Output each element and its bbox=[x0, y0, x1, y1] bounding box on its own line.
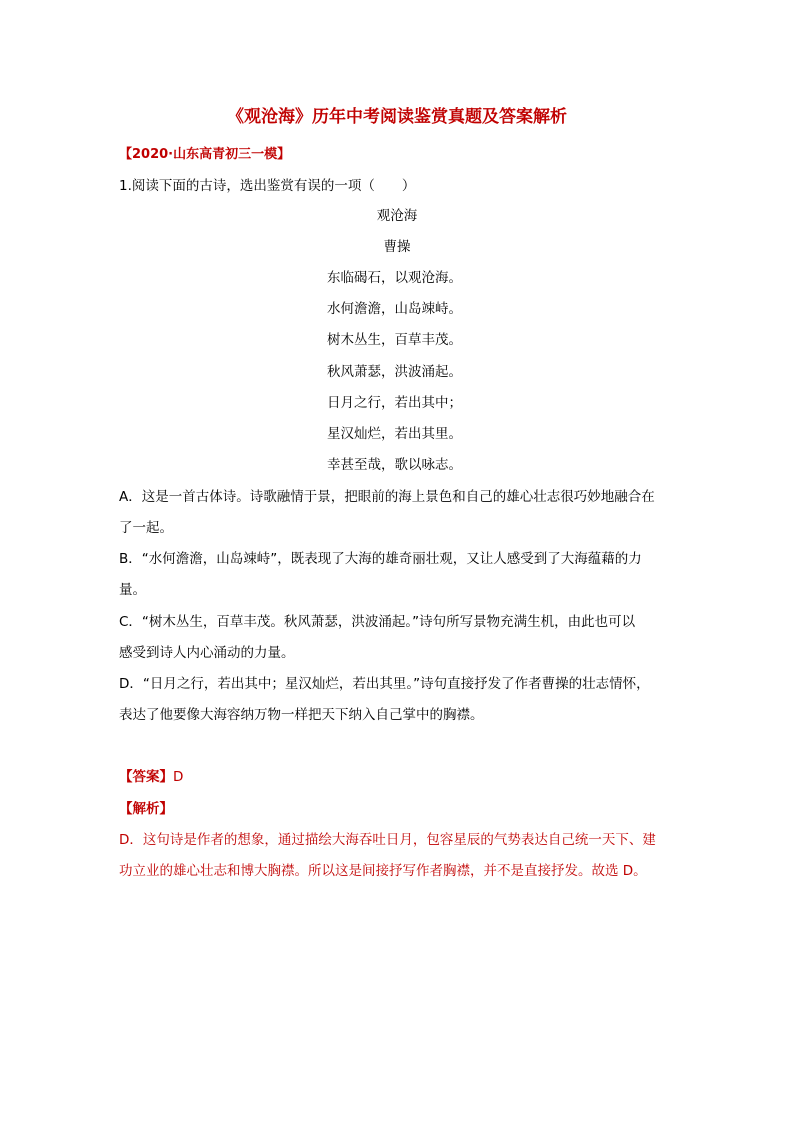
option-a-line2: 了一起。 bbox=[119, 520, 173, 536]
answer-row bbox=[119, 767, 183, 787]
analysis-line2: 功立业的雄心壮志和博大胸襟。所以这是间接抒写作者胸襟，并不是直接抒发。故选 D。 bbox=[119, 863, 647, 879]
option-c-line2: 感受到诗人内心涌动的力量。 bbox=[119, 645, 295, 661]
option-c-line1: C．“树木丛生，百草丰茂。秋风萧瑟，洪波涌起。”诗句所写景物充满生机，由此也可以 bbox=[119, 614, 636, 630]
answer-value: D bbox=[173, 769, 184, 785]
poem-author: 曹操 bbox=[383, 239, 411, 255]
poem-line: 东临碣石，以观沧海。 bbox=[327, 270, 462, 286]
option-d-line2: 表达了他要像大海容纳万物一样把天下纳入自己掌中的胸襟。 bbox=[119, 707, 484, 723]
analysis-line1: D．这句诗是作者的想象，通过描绘大海吞吐日月，包容星辰的气势表达自己统一天下、建 bbox=[119, 832, 656, 848]
poem-line: 水何澹澹，山岛竦峙。 bbox=[327, 301, 462, 317]
poem-line: 幸甚至哉，歌以咏志。 bbox=[327, 457, 462, 473]
option-b-line1: B．“水何澹澹，山岛竦峙”，既表现了大海的雄奇丽壮观，又让人感受到了大海蕴藉的力 bbox=[119, 551, 642, 567]
poem-title: 观沧海 bbox=[376, 208, 418, 224]
exam-source: 【2020·山东高青初三一模】 bbox=[119, 147, 291, 162]
poem-line: 树木丛生，百草丰茂。 bbox=[327, 332, 462, 348]
option-a-line1: A．这是一首古体诗。诗歌融情于景，把眼前的海上景色和自己的雄心壮志很巧妙地融合在 bbox=[119, 489, 655, 505]
poem-line: 日月之行，若出其中； bbox=[327, 395, 462, 411]
option-b-line2: 量。 bbox=[119, 582, 146, 598]
analysis-label: 【解析】 bbox=[119, 801, 173, 817]
poem-line: 星汉灿烂，若出其里。 bbox=[327, 426, 462, 442]
answer-label: 【答案】 bbox=[119, 769, 173, 785]
poem-line: 秋风萧瑟，洪波涌起。 bbox=[327, 364, 462, 380]
document-title: 《观沧海》历年中考阅读鉴赏真题及答案解析 bbox=[227, 107, 567, 127]
option-d-line1: D．“日月之行，若出其中；星汉灿烂，若出其里。”诗句直接抒发了作者曹操的壮志情怀， bbox=[119, 676, 650, 692]
question-stem: 1.阅读下面的古诗，选出鉴赏有误的一项（ ） bbox=[119, 178, 416, 194]
